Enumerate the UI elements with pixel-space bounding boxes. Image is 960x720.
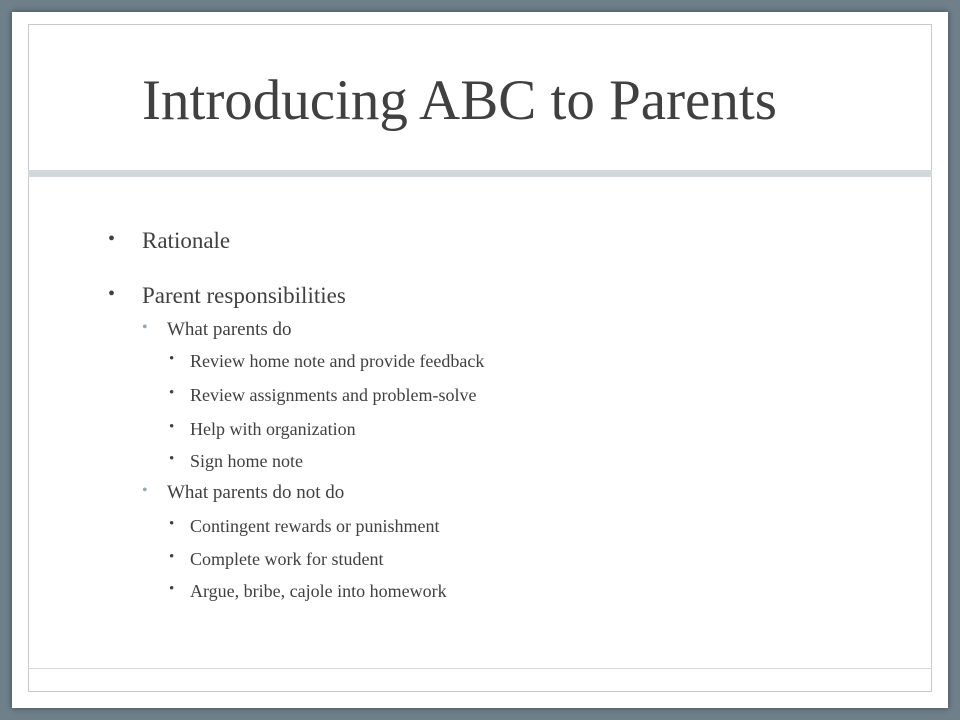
sub-bullet-what-parents-do <box>142 319 292 341</box>
bullet-text: Help with organization <box>190 419 356 439</box>
bullet-text: What parents do <box>167 319 292 340</box>
list-item <box>169 549 384 570</box>
bullet-text: Rationale <box>142 228 231 253</box>
list-item <box>169 419 356 440</box>
bullet-rationale <box>108 228 231 254</box>
slide-title: Introducing ABC to Parents <box>142 69 777 132</box>
bullet-marker: • <box>169 549 175 565</box>
list-item <box>169 351 485 372</box>
list-item <box>169 451 303 472</box>
list-item <box>169 385 477 406</box>
bullet-marker: • <box>169 419 175 435</box>
bullet-marker: • <box>169 581 175 597</box>
bullet-marker: • <box>169 385 175 401</box>
bullet-text: Parent responsibilities <box>142 283 346 308</box>
sub-bullet-what-parents-do-not-do <box>142 482 345 504</box>
bullet-text: What parents do not do <box>167 482 345 503</box>
bullet-marker: • <box>169 451 175 467</box>
bullet-marker: • <box>142 482 148 499</box>
bullet-parent-responsibilities <box>108 283 346 309</box>
slide <box>12 12 948 708</box>
list-item <box>169 581 447 602</box>
bullet-marker: • <box>108 228 116 250</box>
bullet-text: Review home note and provide feedback <box>190 351 485 371</box>
list-item <box>169 516 440 537</box>
bullet-marker: • <box>108 283 116 305</box>
bullet-marker: • <box>169 516 175 532</box>
bullet-text: Sign home note <box>190 451 303 471</box>
bullet-text: Argue, bribe, cajole into homework <box>190 581 447 601</box>
bullet-text: Contingent rewards or punishment <box>190 516 440 536</box>
bullet-text: Complete work for student <box>190 549 384 569</box>
bullet-text: Review assignments and problem-solve <box>190 385 477 405</box>
bullet-marker: • <box>169 351 175 367</box>
bullet-marker: • <box>142 319 148 336</box>
slide-body <box>12 12 948 708</box>
